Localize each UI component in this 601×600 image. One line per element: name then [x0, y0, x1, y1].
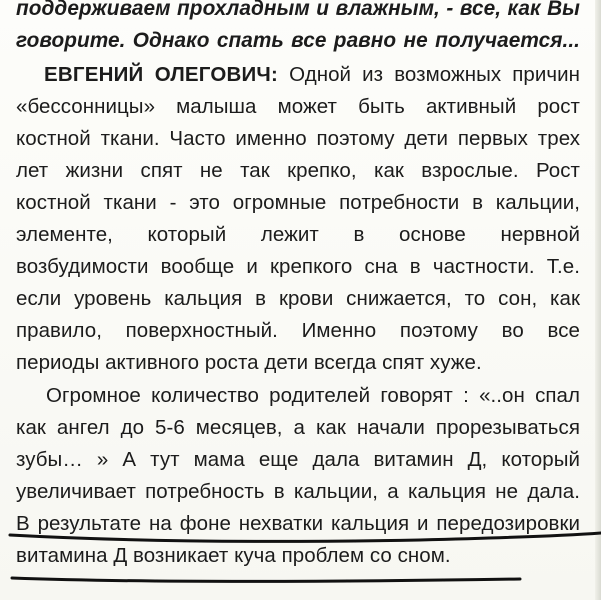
answer1-line: если уровень кальция в крови снижается, то сон, как	[16, 287, 580, 310]
answer1-line: лет жизни спят не так крепко, как взрослые. Рост	[16, 159, 580, 182]
answer2-line: как ангел до 5-6 месяцев, а как начали прорезываться	[16, 416, 580, 439]
answer1-line: возбудимости вообще и крепкого сна в частности. Т.е.	[16, 255, 580, 278]
answer1-line: «бессонницы» малыша может быть активный рост	[16, 95, 580, 118]
answer2-line: увеличивает потребность в кальции, а кальция не дала.	[16, 480, 580, 503]
answer1-first-line-text: Одной из возможных причин	[289, 63, 580, 86]
answer1-line-last: периоды активного роста дети всегда спят хуже.	[16, 351, 482, 374]
speaker-name: ЕВГЕНИЙ ОЛЕГОВИЧ:	[44, 63, 279, 86]
answer1-line: костной ткани. Часто именно поэтому дети первых трех	[16, 127, 580, 150]
answer2-line-last-underlined: витамина Д возникает куча проблем со сном.	[16, 544, 451, 567]
page-edge	[595, 0, 601, 600]
answer1-line: костной ткани - это огромные потребности в кальции,	[16, 191, 580, 214]
answer2-line-underlined: В результате на фоне нехватки кальция и передозировки	[16, 512, 580, 535]
answer1-first-line	[44, 63, 580, 87]
question-line-1: поддерживаем прохладным и влажным, - все, как Вы	[16, 0, 580, 20]
question-line-2: говорите. Однако спать все равно не получается...	[16, 29, 580, 52]
answer1-line: элементе, который лежит в основе нервной	[16, 223, 580, 246]
answer2-line: Огромное количество родителей говорят : «..он спал	[46, 384, 580, 407]
answer1-line: правило, поверхностный. Именно поэтому во все	[16, 319, 580, 342]
answer2-line: зубы… » А тут мама еще дала витамин Д, который	[16, 448, 580, 471]
underline-stroke-2	[12, 578, 520, 582]
